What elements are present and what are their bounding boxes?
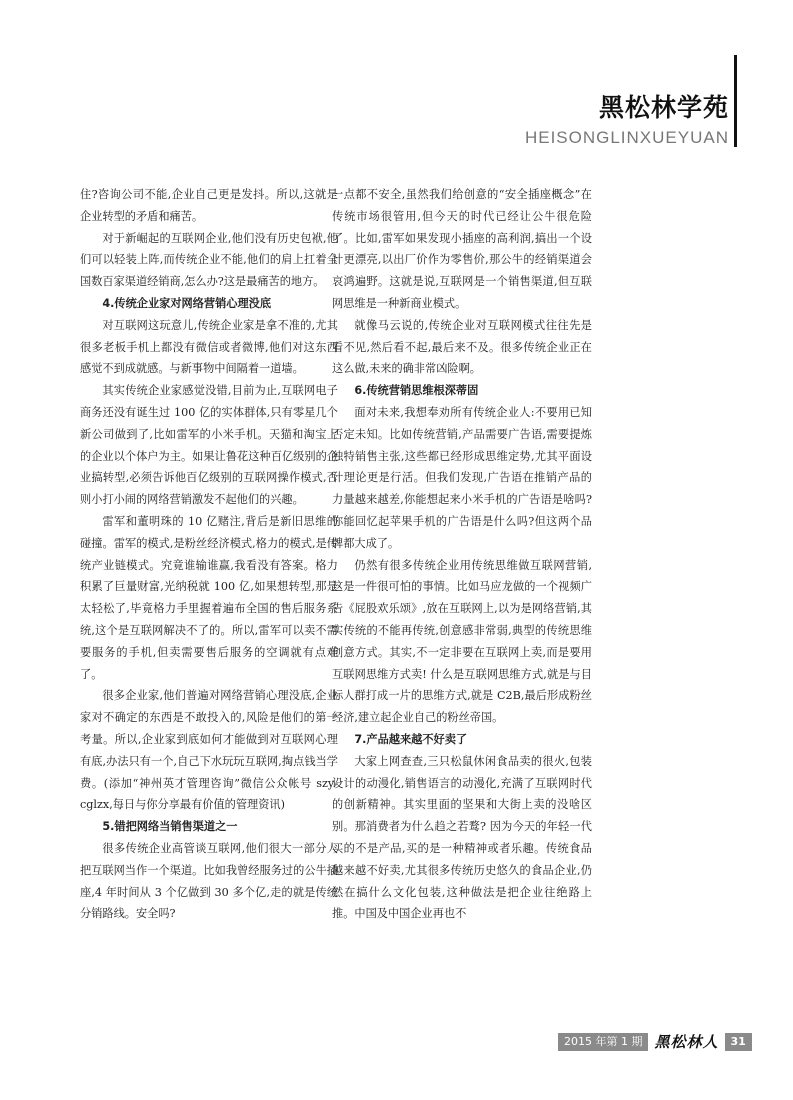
masthead bbox=[525, 88, 729, 148]
paragraph: 对互联网这玩意儿,传统企业家是拿不准的,尤其很多老板手机上都没有微信或者微博,他们对这东西感觉不到成就感。与新事物中间隔着一道墙。 bbox=[80, 318, 338, 376]
section-heading: 4.传统企业家对网络营销心理没底 bbox=[102, 296, 272, 310]
paragraph: 很多传统企业高管谈互联网,他们很大一部分人把互联网当作一个渠道。比如我曾经服务过的公牛插座,4 年时间从 3 个亿做到 30 多个亿,走的就是传统分销路线。安全吗? bbox=[80, 841, 338, 921]
column-title: 黑松林学苑 bbox=[598, 93, 729, 122]
page-footer bbox=[558, 1031, 752, 1052]
paragraph: 住?咨询公司不能,企业自己更是发抖。所以,这就是企业转型的矛盾和痛苦。 bbox=[80, 188, 338, 223]
paragraph: 面对未来,我想奉劝所有传统企业人:不要用已知否定未知。比如传统营销,产品需要广告语,需要提炼独特销售主张,这些都已经形成思维定势,尤其平面设计理论更是行活。但我们发现,广告语在推销产品的力量越来越差,你能想起来小米手机的广告语是啥吗?你能回忆起苹果手机的广告语是什么吗?但这两个品牌都大成了。 bbox=[332, 405, 592, 550]
left-column bbox=[80, 184, 338, 925]
paragraph: 对于新崛起的互联网企业,他们没有历史包袱,他们可以轻装上阵,而传统企业不能,他们的肩上扛着全国数百家渠道经销商,怎么办?这是最痛苦的地方。 bbox=[80, 231, 338, 289]
page-number: 31 bbox=[725, 1033, 752, 1051]
paragraph: 雷军和董明珠的 10 亿赌注,背后是新旧思维的碰撞。雷军的模式,是粉丝经济模式,格力的模式,是传统产业链模式。究竟谁输谁赢,我看没有答案。格力积累了巨量财富,光纳税就 100 亿,如果想转型,那是太轻松了,毕竟格力手里握着遍布全国的售后服务系统,这个是互联网解决不了的。所以,雷军可以卖不需要服务的手机,但卖需要售后服务的空调就有点难了。 bbox=[80, 514, 338, 681]
column-subtitle: HEISONGLINXUEYUAN bbox=[524, 128, 729, 147]
section-heading: 6.传统营销思维根深蒂固 bbox=[354, 384, 479, 398]
paragraph: 其实传统企业家感觉没错,目前为止,互联网电子商务还没有诞生过 100 亿的实体群体,只有零星几个新公司做到了,比如雷军的小米手机。天猫和淘宝上的企业以个体户为主。如果让鲁花这种百亿级别的企业搞转型,必须告诉他百亿级别的互联网操作模式,否则小打小闹的网络营销激发不起他们的兴趣。 bbox=[80, 384, 338, 507]
magazine-logo: 黑松林人 bbox=[654, 1033, 719, 1051]
paragraph: 仍然有很多传统企业用传统思维做互联网营销,这是一件很可怕的事情。比如马应龙做的一个视频广告《屁股欢乐颂》,放在互联网上,以为是网络营销,其实传统的不能再传统,创意感非常弱,典型的传统思维创意方式。其实,不一定非要在互联网上卖,而是要用互联网思维方式卖! 什么是互联网思维方式,就是与目标人群打成一片的思维方式,就是 C2B,最后形成粉丝经济,建立起企业自己的粉丝帝国。 bbox=[332, 558, 592, 725]
paragraph: 很多企业家,他们普遍对网络营销心理没底,企业家对不确定的东西是不敢投入的,风险是他们的第一考量。所以,企业家到底如何才能做到对互联网心理有底,办法只有一个,自己下水玩玩互联网,掏点钱当学费。(添加“神州英才管理咨询”微信公众帐号 szy-cglzx,每日与你分享最有价值的管理资讯) bbox=[80, 689, 338, 812]
section-heading: 5.错把网络当销售渠道之一 bbox=[102, 820, 238, 834]
section-heading: 7.产品越来越不好卖了 bbox=[354, 732, 468, 746]
paragraph: 大家上网查查,三只松鼠休闲食品卖的很火,包装设计的动漫化,销售语言的动漫化,充满了互联网时代的创新精神。其实里面的坚果和大街上卖的没啥区别。那消费者为什么趋之若鹜? 因为今天的年轻一代买的不是产品,买的是一种精神或者乐趣。传统食品越来越不好卖,尤其很多传统历史悠久的食品企业,仍然在搞什么文化包装,这种做法是把企业往绝路上推。中国及中国企业再也不 bbox=[332, 754, 592, 921]
issue-label: 2015 年第 1 期 bbox=[558, 1033, 648, 1051]
right-column bbox=[332, 184, 592, 925]
paragraph: 一点都不安全,虽然我们给创意的“安全插座概念”在传统市场很管用,但今天的时代已经让公牛很危险了。比如,雷军如果发现小插座的高利润,搞出一个设计更漂亮,以出厂价作为零售价,那公牛的经销渠道会哀鸿遍野。这就是说,互联网是一个销售渠道,但互联网思维是一种新商业模式。 bbox=[332, 188, 592, 310]
header-vertical-rule bbox=[734, 55, 737, 147]
paragraph: 就像马云说的,传统企业对互联网模式往往先是看不见,然后看不起,最后来不及。很多传统企业正在这么做,未来的确非常凶险啊。 bbox=[332, 318, 592, 376]
